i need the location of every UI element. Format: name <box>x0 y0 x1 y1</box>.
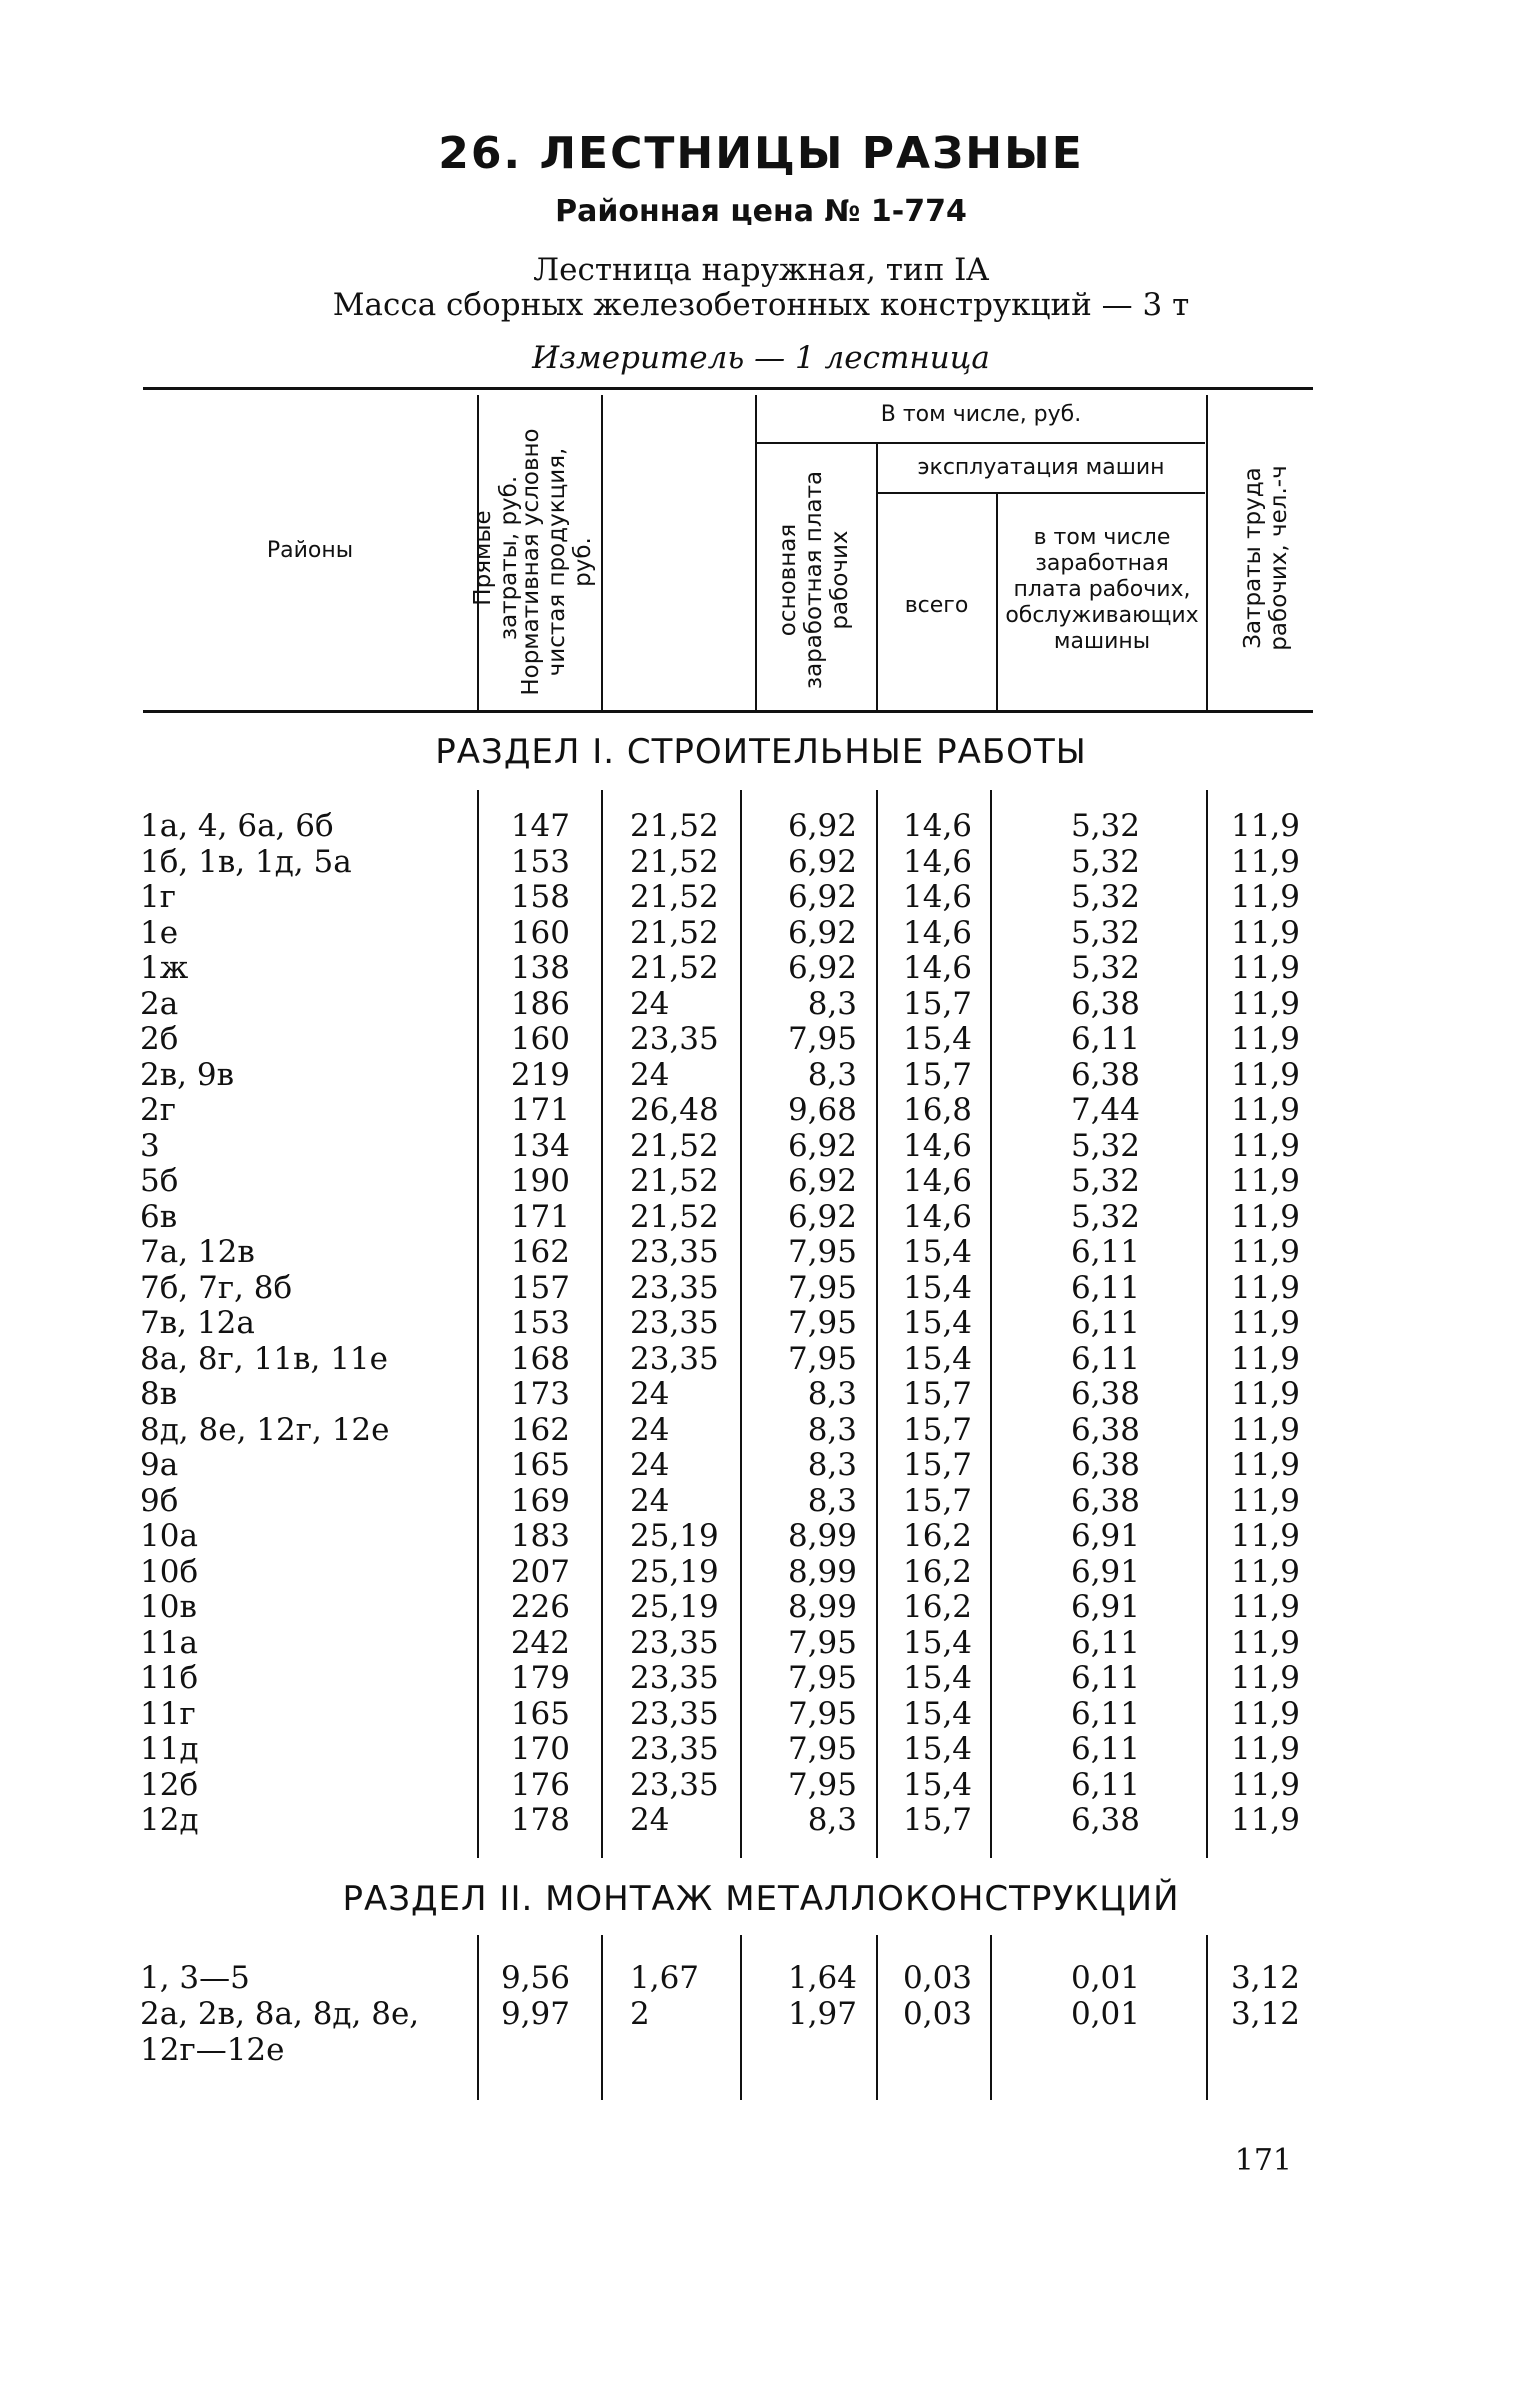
machines-wage-cell: 6,11 <box>1070 1695 1140 1732</box>
machines-total-cell: 15,7 <box>903 1376 973 1412</box>
machines-rule <box>877 492 1205 494</box>
base-wage-cell: 8,3 <box>807 1376 857 1412</box>
column-divider <box>876 790 878 1858</box>
machines-total-cell: 16,2 <box>903 1553 973 1590</box>
base-wage-cell: 8,3 <box>807 1056 857 1093</box>
header-base-wage: основная заработная плата рабочих <box>775 470 853 690</box>
normative-cell: 23,35 <box>630 1021 719 1057</box>
direct-costs-cell: 134 <box>510 1127 570 1164</box>
header-direct-costs: Прямые затраты, руб. <box>470 475 522 641</box>
normative-cell: 23,35 <box>630 1234 719 1270</box>
labor-cell: 11,9 <box>1230 1234 1300 1270</box>
base-wage-cell: 6,92 <box>787 843 857 880</box>
machines-total-cell: 14,6 <box>903 843 973 880</box>
base-wage-cell: 7,95 <box>787 1766 857 1803</box>
machines-total-cell: 14,6 <box>903 808 973 844</box>
normative-cell: 21,52 <box>630 843 719 880</box>
direct-costs-cell: 169 <box>510 1482 570 1519</box>
including-rule <box>757 442 1205 444</box>
machines-total-cell: 15,4 <box>903 1340 973 1377</box>
machines-total-cell: 15,7 <box>903 1056 973 1093</box>
direct-costs-cell: 179 <box>510 1660 570 1696</box>
machines-total-cell: 15,4 <box>903 1234 973 1270</box>
labor-cell: 11,9 <box>1230 985 1300 1022</box>
region-cell: 1е <box>140 914 179 951</box>
direct-costs-cell: 162 <box>510 1411 570 1448</box>
base-wage-cell: 8,3 <box>807 1411 857 1448</box>
machines-total-cell: 16,8 <box>903 1092 973 1128</box>
machines-total-cell: 14,6 <box>903 1163 973 1199</box>
region-cell: 3 <box>140 1127 160 1164</box>
normative-cell: 24 <box>630 1376 670 1412</box>
machines-wage-cell: 5,32 <box>1070 1127 1140 1164</box>
machines-wage-cell: 6,11 <box>1070 1340 1140 1377</box>
table-row <box>0 1234 1522 1270</box>
machines-wage-cell: 6,11 <box>1070 1731 1140 1767</box>
machines-total-cell: 15,4 <box>903 1305 973 1341</box>
machines-total-cell: 0,03 <box>903 1996 973 2032</box>
header-machines: эксплуатация машин <box>917 455 1165 480</box>
labor-cell: 11,9 <box>1230 843 1300 880</box>
table-row <box>0 1960 1522 1996</box>
normative-cell: 23,35 <box>630 1766 719 1803</box>
machines-total-cell: 14,6 <box>903 879 973 915</box>
normative-cell: 1,67 <box>630 1960 700 1996</box>
table-row <box>0 1483 1522 1519</box>
direct-costs-cell: 186 <box>510 985 570 1022</box>
labor-cell: 11,9 <box>1230 1695 1300 1732</box>
machines-wage-cell: 0,01 <box>1070 1960 1140 1996</box>
machines-wage-cell: 6,11 <box>1070 1234 1140 1270</box>
table-row <box>0 1447 1522 1483</box>
direct-costs-cell: 157 <box>510 1269 570 1306</box>
normative-cell: 24 <box>630 1802 670 1838</box>
normative-cell: 2 <box>630 1996 650 2032</box>
table-row <box>0 844 1522 880</box>
machines-wage-cell: 5,32 <box>1070 950 1140 986</box>
labor-cell: 11,9 <box>1230 1766 1300 1803</box>
region-cell: 7а, 12в <box>140 1234 255 1270</box>
column-divider <box>601 1935 603 2100</box>
region-cell: 2г <box>140 1092 176 1128</box>
normative-cell: 23,35 <box>630 1340 719 1377</box>
base-wage-cell: 7,95 <box>787 1269 857 1306</box>
machines-total-cell: 15,7 <box>903 985 973 1022</box>
normative-cell: 24 <box>630 1411 670 1448</box>
table-row <box>0 1589 1522 1625</box>
column-divider <box>740 1935 742 2100</box>
labor-cell: 11,9 <box>1230 1340 1300 1377</box>
table-row <box>0 1660 1522 1696</box>
normative-cell: 24 <box>630 1447 670 1483</box>
base-wage-cell: 6,92 <box>787 950 857 986</box>
header-divider-5 <box>996 494 998 711</box>
machines-total-cell: 14,6 <box>903 1198 973 1235</box>
base-wage-cell: 6,92 <box>787 1198 857 1235</box>
machines-total-cell: 16,2 <box>903 1589 973 1625</box>
labor-cell: 11,9 <box>1230 1802 1300 1838</box>
region-cell: 1а, 4, 6а, 6б <box>140 808 334 844</box>
machines-wage-cell: 5,32 <box>1070 808 1140 844</box>
machines-wage-cell: 6,11 <box>1070 1021 1140 1057</box>
table-row <box>0 1128 1522 1164</box>
table-row <box>0 1376 1522 1412</box>
column-divider <box>740 790 742 1858</box>
base-wage-cell: 7,95 <box>787 1624 857 1661</box>
region-cell: 8а, 8г, 11в, 11е <box>140 1340 388 1377</box>
table-row <box>0 950 1522 986</box>
machines-wage-cell: 6,11 <box>1070 1766 1140 1803</box>
direct-costs-cell: 153 <box>510 1305 570 1341</box>
labor-cell: 11,9 <box>1230 1411 1300 1448</box>
normative-cell: 21,52 <box>630 1163 719 1199</box>
direct-costs-cell: 183 <box>510 1518 570 1554</box>
machines-wage-cell: 6,11 <box>1070 1660 1140 1696</box>
direct-costs-cell: 153 <box>510 843 570 880</box>
base-wage-cell: 8,99 <box>787 1553 857 1590</box>
machines-total-cell: 14,6 <box>903 950 973 986</box>
column-divider <box>477 790 479 1858</box>
base-wage-cell: 7,95 <box>787 1695 857 1732</box>
region-cell: 10б <box>140 1553 199 1590</box>
direct-costs-cell: 170 <box>510 1731 570 1767</box>
column-divider <box>1206 790 1208 1858</box>
header-labor: Затраты труда рабочих, чел.-ч <box>1240 465 1292 651</box>
normative-cell: 23,35 <box>630 1269 719 1306</box>
region-cell: 6в <box>140 1198 178 1235</box>
table-row <box>0 1305 1522 1341</box>
normative-cell: 23,35 <box>630 1305 719 1341</box>
machines-wage-cell: 6,38 <box>1070 985 1140 1022</box>
table-row <box>0 1767 1522 1803</box>
header-divider-3 <box>755 395 757 711</box>
labor-cell: 11,9 <box>1230 1163 1300 1199</box>
base-wage-cell: 7,95 <box>787 1731 857 1767</box>
base-wage-cell: 8,3 <box>807 1447 857 1483</box>
table-row <box>0 915 1522 951</box>
direct-costs-cell: 165 <box>510 1447 570 1483</box>
labor-cell: 11,9 <box>1230 1482 1300 1519</box>
table-row <box>0 879 1522 915</box>
machines-total-cell: 15,4 <box>903 1624 973 1661</box>
measure-unit: Измеритель — 1 лестница <box>532 340 990 376</box>
machines-total-cell: 0,03 <box>903 1960 973 1996</box>
normative-cell: 21,52 <box>630 914 719 951</box>
region-cell: 2а, 2в, 8а, 8д, 8е, <box>140 1996 420 2032</box>
normative-cell: 23,35 <box>630 1660 719 1696</box>
region-cell: 1б, 1в, 1д, 5а <box>140 843 352 880</box>
machines-wage-cell: 6,91 <box>1070 1518 1140 1554</box>
machines-total-cell: 15,7 <box>903 1482 973 1519</box>
base-wage-cell: 7,95 <box>787 1660 857 1696</box>
machines-total-cell: 15,7 <box>903 1411 973 1448</box>
normative-cell: 21,52 <box>630 1127 719 1164</box>
base-wage-cell: 7,95 <box>787 1340 857 1377</box>
base-wage-cell: 1,97 <box>787 1996 857 2032</box>
machines-total-cell: 15,4 <box>903 1766 973 1803</box>
header-divider-4 <box>876 444 878 711</box>
machines-wage-cell: 6,38 <box>1070 1056 1140 1093</box>
machines-wage-cell: 6,11 <box>1070 1269 1140 1306</box>
labor-cell: 11,9 <box>1230 1447 1300 1483</box>
labor-cell: 11,9 <box>1230 1624 1300 1661</box>
machines-wage-cell: 6,91 <box>1070 1553 1140 1590</box>
normative-cell: 21,52 <box>630 808 719 844</box>
table-row <box>0 1057 1522 1093</box>
column-divider <box>990 1935 992 2100</box>
table-row <box>0 986 1522 1022</box>
column-divider <box>601 790 603 1858</box>
region-cell: 1ж <box>140 950 189 986</box>
machines-wage-cell: 7,44 <box>1070 1092 1140 1128</box>
direct-costs-cell: 207 <box>510 1553 570 1590</box>
machines-wage-cell: 5,32 <box>1070 879 1140 915</box>
region-continuation: 12г—12е <box>140 2032 285 2068</box>
table-row <box>0 1412 1522 1448</box>
direct-costs-cell: 176 <box>510 1766 570 1803</box>
labor-cell: 11,9 <box>1230 1056 1300 1093</box>
base-wage-cell: 8,3 <box>807 985 857 1022</box>
header-including: В том числе, руб. <box>880 402 1082 427</box>
header-normative: Нормативная условно чистая продукция, руб. <box>518 428 596 696</box>
direct-costs-cell: 190 <box>510 1163 570 1199</box>
direct-costs-cell: 165 <box>510 1695 570 1732</box>
region-cell: 11д <box>140 1731 199 1767</box>
normative-cell: 23,35 <box>630 1624 719 1661</box>
normative-cell: 25,19 <box>630 1553 719 1590</box>
table-row <box>0 1341 1522 1377</box>
normative-cell: 21,52 <box>630 950 719 986</box>
machines-wage-cell: 5,32 <box>1070 1163 1140 1199</box>
region-cell: 2б <box>140 1021 179 1057</box>
machines-wage-cell: 6,11 <box>1070 1624 1140 1661</box>
direct-costs-cell: 9,56 <box>500 1960 570 1996</box>
direct-costs-cell: 168 <box>510 1340 570 1377</box>
normative-cell: 25,19 <box>630 1518 719 1554</box>
header-machines-total: всего <box>904 593 969 618</box>
region-cell: 10в <box>140 1589 197 1625</box>
labor-cell: 11,9 <box>1230 879 1300 915</box>
page-title: 26. ЛЕСТНИЦЫ РАЗНЫЕ <box>438 128 1084 179</box>
direct-costs-cell: 242 <box>510 1624 570 1661</box>
normative-cell: 21,52 <box>630 879 719 915</box>
labor-cell: 11,9 <box>1230 1198 1300 1235</box>
region-cell: 5б <box>140 1163 179 1199</box>
base-wage-cell: 8,99 <box>787 1589 857 1625</box>
region-cell: 2в, 9в <box>140 1056 235 1093</box>
table-row <box>0 1554 1522 1590</box>
region-cell: 7в, 12а <box>140 1305 255 1341</box>
machines-wage-cell: 6,38 <box>1070 1411 1140 1448</box>
machines-total-cell: 14,6 <box>903 914 973 951</box>
direct-costs-cell: 178 <box>510 1802 570 1838</box>
column-divider <box>477 1935 479 2100</box>
machines-total-cell: 15,4 <box>903 1695 973 1732</box>
column-divider <box>876 1935 878 2100</box>
region-cell: 2а <box>140 985 179 1022</box>
machines-total-cell: 15,4 <box>903 1731 973 1767</box>
base-wage-cell: 6,92 <box>787 1127 857 1164</box>
table-row <box>0 1021 1522 1057</box>
base-wage-cell: 7,95 <box>787 1305 857 1341</box>
machines-total-cell: 14,6 <box>903 1127 973 1164</box>
table-row <box>0 1163 1522 1199</box>
labor-cell: 11,9 <box>1230 1269 1300 1306</box>
base-wage-cell: 8,3 <box>807 1482 857 1519</box>
labor-cell: 11,9 <box>1230 1553 1300 1590</box>
base-wage-cell: 6,92 <box>787 808 857 844</box>
machines-wage-cell: 6,38 <box>1070 1447 1140 1483</box>
labor-cell: 11,9 <box>1230 1127 1300 1164</box>
table-row <box>0 1731 1522 1767</box>
region-cell: 8д, 8е, 12г, 12е <box>140 1411 390 1448</box>
normative-cell: 24 <box>630 1056 670 1093</box>
machines-wage-cell: 6,91 <box>1070 1589 1140 1625</box>
price-number: Районная цена № 1-774 <box>555 194 967 229</box>
subtitle-line-1: Лестница наружная, тип IA <box>533 252 989 288</box>
section-2-title: РАЗДЕЛ II. МОНТАЖ МЕТАЛЛОКОНСТРУКЦИЙ <box>342 1879 1180 1919</box>
base-wage-cell: 6,92 <box>787 914 857 951</box>
table-row <box>0 1625 1522 1661</box>
machines-wage-cell: 6,38 <box>1070 1376 1140 1412</box>
table-row <box>0 1199 1522 1235</box>
direct-costs-cell: 147 <box>510 808 570 844</box>
machines-wage-cell: 6,38 <box>1070 1482 1140 1519</box>
region-cell: 11г <box>140 1695 196 1732</box>
column-divider <box>990 790 992 1858</box>
normative-cell: 25,19 <box>630 1589 719 1625</box>
region-cell: 10а <box>140 1518 198 1554</box>
direct-costs-cell: 171 <box>510 1198 570 1235</box>
normative-cell: 23,35 <box>630 1695 719 1732</box>
labor-cell: 11,9 <box>1230 914 1300 951</box>
base-wage-cell: 7,95 <box>787 1234 857 1270</box>
labor-cell: 11,9 <box>1230 808 1300 844</box>
machines-total-cell: 15,7 <box>903 1447 973 1483</box>
direct-costs-cell: 160 <box>510 914 570 951</box>
machines-total-cell: 16,2 <box>903 1518 973 1554</box>
region-cell: 9а <box>140 1447 179 1483</box>
base-wage-cell: 9,68 <box>787 1092 857 1128</box>
region-cell: 1, 3—5 <box>140 1960 250 1996</box>
region-cell: 11б <box>140 1660 199 1696</box>
region-cell: 11а <box>140 1624 198 1661</box>
direct-costs-cell: 160 <box>510 1021 570 1057</box>
machines-wage-cell: 0,01 <box>1070 1996 1140 2032</box>
normative-cell: 26,48 <box>630 1092 719 1128</box>
section-2-continuation <box>0 2032 1522 2068</box>
base-wage-cell: 6,92 <box>787 1163 857 1199</box>
base-wage-cell: 8,3 <box>807 1802 857 1838</box>
section-1-title: РАЗДЕЛ I. СТРОИТЕЛЬНЫЕ РАБОТЫ <box>435 732 1087 772</box>
labor-cell: 3,12 <box>1230 1996 1300 2032</box>
machines-total-cell: 15,4 <box>903 1660 973 1696</box>
region-cell: 8в <box>140 1376 178 1412</box>
region-cell: 12б <box>140 1766 199 1803</box>
direct-costs-cell: 173 <box>510 1376 570 1412</box>
normative-cell: 21,52 <box>630 1198 719 1235</box>
region-cell: 7б, 7г, 8б <box>140 1269 293 1306</box>
column-divider <box>1206 1935 1208 2100</box>
direct-costs-cell: 226 <box>510 1589 570 1625</box>
machines-wage-cell: 5,32 <box>1070 914 1140 951</box>
labor-cell: 11,9 <box>1230 1092 1300 1128</box>
table-row <box>0 1270 1522 1306</box>
machines-wage-cell: 6,11 <box>1070 1305 1140 1341</box>
labor-cell: 11,9 <box>1230 1589 1300 1625</box>
normative-cell: 23,35 <box>630 1731 719 1767</box>
base-wage-cell: 6,92 <box>787 879 857 915</box>
subtitle-line-2: Масса сборных железобетонных конструкций — 3 т <box>332 287 1190 323</box>
page-number: 171 <box>1234 2143 1292 2178</box>
base-wage-cell: 7,95 <box>787 1021 857 1057</box>
machines-total-cell: 15,4 <box>903 1021 973 1057</box>
table-row <box>0 1696 1522 1732</box>
header-bottom-rule <box>143 710 1313 713</box>
labor-cell: 11,9 <box>1230 950 1300 986</box>
labor-cell: 11,9 <box>1230 1305 1300 1341</box>
labor-cell: 11,9 <box>1230 1376 1300 1412</box>
base-wage-cell: 1,64 <box>787 1960 857 1996</box>
table-row <box>0 1996 1522 2032</box>
direct-costs-cell: 219 <box>510 1056 570 1093</box>
table-row <box>0 808 1522 844</box>
direct-costs-cell: 158 <box>510 879 570 915</box>
machines-total-cell: 15,4 <box>903 1269 973 1306</box>
machines-wage-cell: 5,32 <box>1070 1198 1140 1235</box>
machines-total-cell: 15,7 <box>903 1802 973 1838</box>
labor-cell: 11,9 <box>1230 1021 1300 1057</box>
normative-cell: 24 <box>630 1482 670 1519</box>
region-cell: 1г <box>140 879 176 915</box>
header-machines-wage: в том числе заработная плата рабочих, обслуживающих машины <box>1005 525 1199 654</box>
table-row <box>0 1518 1522 1554</box>
table-row <box>0 1802 1522 1838</box>
header-top-rule <box>143 387 1313 390</box>
region-cell: 12д <box>140 1802 199 1838</box>
labor-cell: 3,12 <box>1230 1960 1300 1996</box>
labor-cell: 11,9 <box>1230 1518 1300 1554</box>
labor-cell: 11,9 <box>1230 1660 1300 1696</box>
direct-costs-cell: 9,97 <box>500 1996 570 2032</box>
header-divider-6 <box>1206 395 1208 711</box>
header-regions: Районы <box>266 538 354 563</box>
direct-costs-cell: 171 <box>510 1092 570 1128</box>
table-row <box>0 1092 1522 1128</box>
base-wage-cell: 8,99 <box>787 1518 857 1554</box>
direct-costs-cell: 138 <box>510 950 570 986</box>
machines-wage-cell: 6,38 <box>1070 1802 1140 1838</box>
direct-costs-cell: 162 <box>510 1234 570 1270</box>
machines-wage-cell: 5,32 <box>1070 843 1140 880</box>
region-cell: 9б <box>140 1482 179 1519</box>
normative-cell: 24 <box>630 985 670 1022</box>
labor-cell: 11,9 <box>1230 1731 1300 1767</box>
